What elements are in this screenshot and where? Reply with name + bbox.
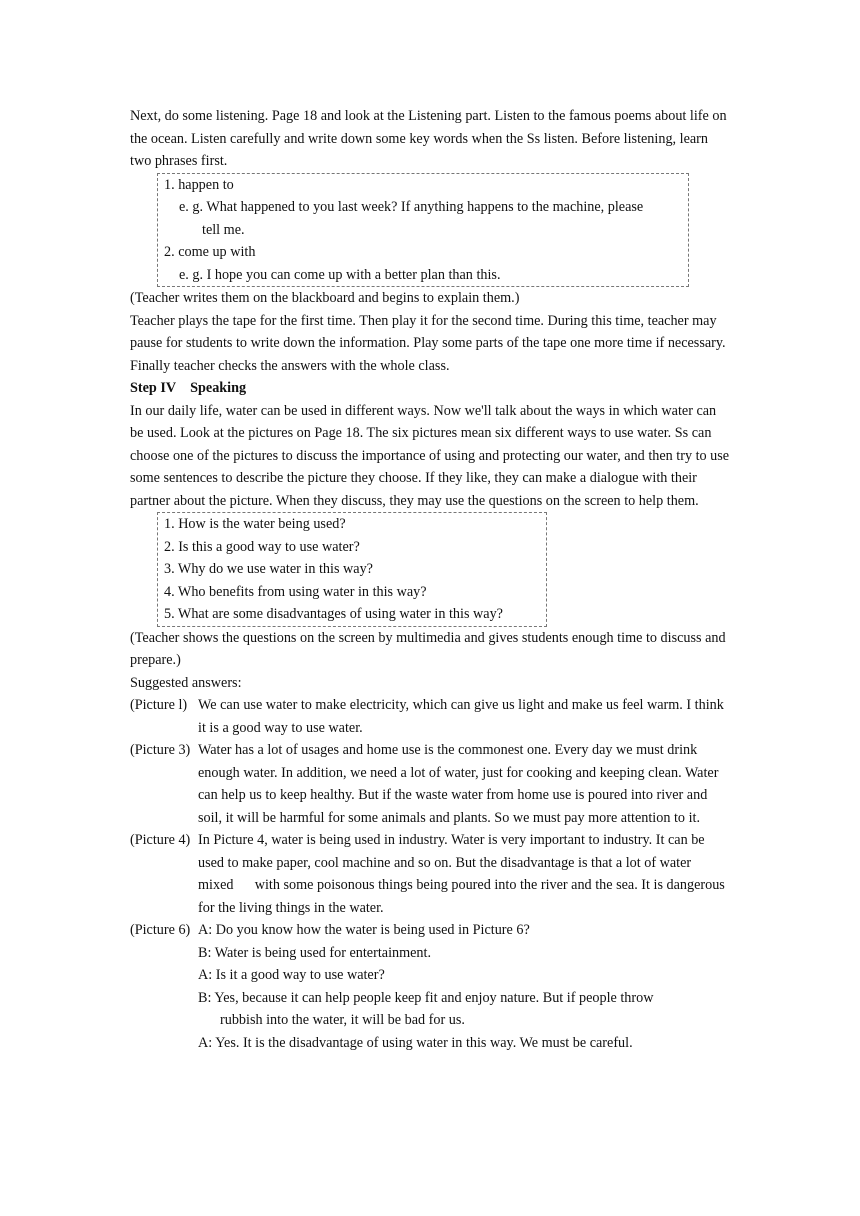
answer-picture-6 bbox=[130, 919, 730, 942]
question-item: 1. How is the water being used? bbox=[164, 516, 346, 532]
phrase-come-up-with: 2. come up with bbox=[164, 244, 256, 260]
example-happen-to-cont: tell me. bbox=[202, 221, 245, 238]
step-label: Step IV bbox=[130, 380, 177, 396]
answer-picture-3 bbox=[130, 739, 730, 829]
answer-text: Water has a lot of usages and home use is the commonest one. Every day we must drink enough water. In addition, we need a lot of water, just for cooking and keeping clean. Water can help us to keep healthy. But if the waste water from home use is poured into river and soil, it will be harmful for some animals and plants. So we must pay more attention to it. bbox=[198, 742, 719, 826]
phrases-box bbox=[157, 173, 689, 288]
example-come-up-with: e. g. I hope you can come up with a better plan than this. bbox=[179, 266, 501, 283]
listening-intro: Next, do some listening. Page 18 and look at the Listening part. Listen to the famous poems about life on the ocean. Listen carefully and write down some key words when the Ss listen. Before listening, learn two phrases first. bbox=[130, 108, 727, 169]
speaking-note: (Teacher shows the questions on the screen by multimedia and gives students enough time to discuss and prepare.) bbox=[130, 629, 726, 668]
phrase-happen-to: 1. happen to bbox=[164, 176, 234, 193]
listening-note: (Teacher writes them on the blackboard and begins to explain them.) bbox=[130, 290, 520, 306]
answer-tag: (Picture 3) bbox=[130, 742, 191, 758]
answer-text: We can use water to make electricity, which can give us light and make us feel warm. I think it is a good way to use water. bbox=[198, 697, 724, 736]
dialogue-line: A: Is it a good way to use water? bbox=[198, 967, 385, 983]
dialogue-line: B: Yes, because it can help people keep fit and enjoy nature. But if people throw bbox=[198, 989, 654, 1006]
example-happen-to: e. g. What happened to you last week? If anything happens to the machine, please bbox=[179, 199, 644, 215]
answer-picture-4 bbox=[130, 829, 730, 919]
dialogue-line-cont bbox=[130, 1009, 730, 1032]
step-heading bbox=[130, 377, 730, 400]
question-item: 4. Who benefits from using water in this way? bbox=[164, 583, 427, 600]
question-item: 2. Is this a good way to use water? bbox=[164, 538, 360, 555]
question-item: 3. Why do we use water in this way? bbox=[164, 561, 373, 577]
dialogue-line: A: Yes. It is the disadvantage of using water in this way. We must be careful. bbox=[198, 1034, 633, 1051]
document-page bbox=[130, 105, 730, 1054]
answer-text: In Picture 4, water is being used in industry. Water is very important to industry. It can be used to make paper, cool machine and so on. But the disadvantage is that a lot of water mixed with some poisonous things being poured into the river and the sea. It is dangerous for the living things in the water. bbox=[198, 832, 729, 916]
answer-picture-1 bbox=[130, 694, 730, 739]
dialogue-continuation: rubbish into the water, it will be bad for us. bbox=[220, 1012, 465, 1028]
step-title: Speaking bbox=[190, 380, 247, 396]
speaking-intro: In our daily life, water can be used in different ways. Now we'll talk about the ways in which water can be used. Look at the pictures on Page 18. The six pictures mean six different ways to use water. Ss can choose one of the pictures to discuss the importance of using and protecting our water, and then try to use some sentences to describe the picture they choose. If they like, they can make a dialogue with their partner about the picture. When they discuss, they may use the questions on the screen to help them. bbox=[130, 402, 730, 509]
answer-tag: (Picture l) bbox=[130, 697, 188, 713]
question-item: 5. What are some disadvantages of using water in this way? bbox=[164, 606, 503, 622]
answer-tag: (Picture 4) bbox=[130, 832, 191, 848]
questions-box bbox=[157, 512, 547, 627]
dialogue-line: A: Do you know how the water is being used in Picture 6? bbox=[198, 922, 530, 938]
suggested-answers-label: Suggested answers: bbox=[130, 674, 242, 691]
answer-tag: (Picture 6) bbox=[130, 922, 191, 938]
listening-procedure: Teacher plays the tape for the first time. Then play it for the second time. During this time, teacher may pause for students to write down the information. Play some parts of the tape one more time if necessary. Finally teacher checks the answers with the whole class. bbox=[130, 312, 726, 374]
dialogue-line: B: Water is being used for entertainment. bbox=[198, 944, 432, 961]
